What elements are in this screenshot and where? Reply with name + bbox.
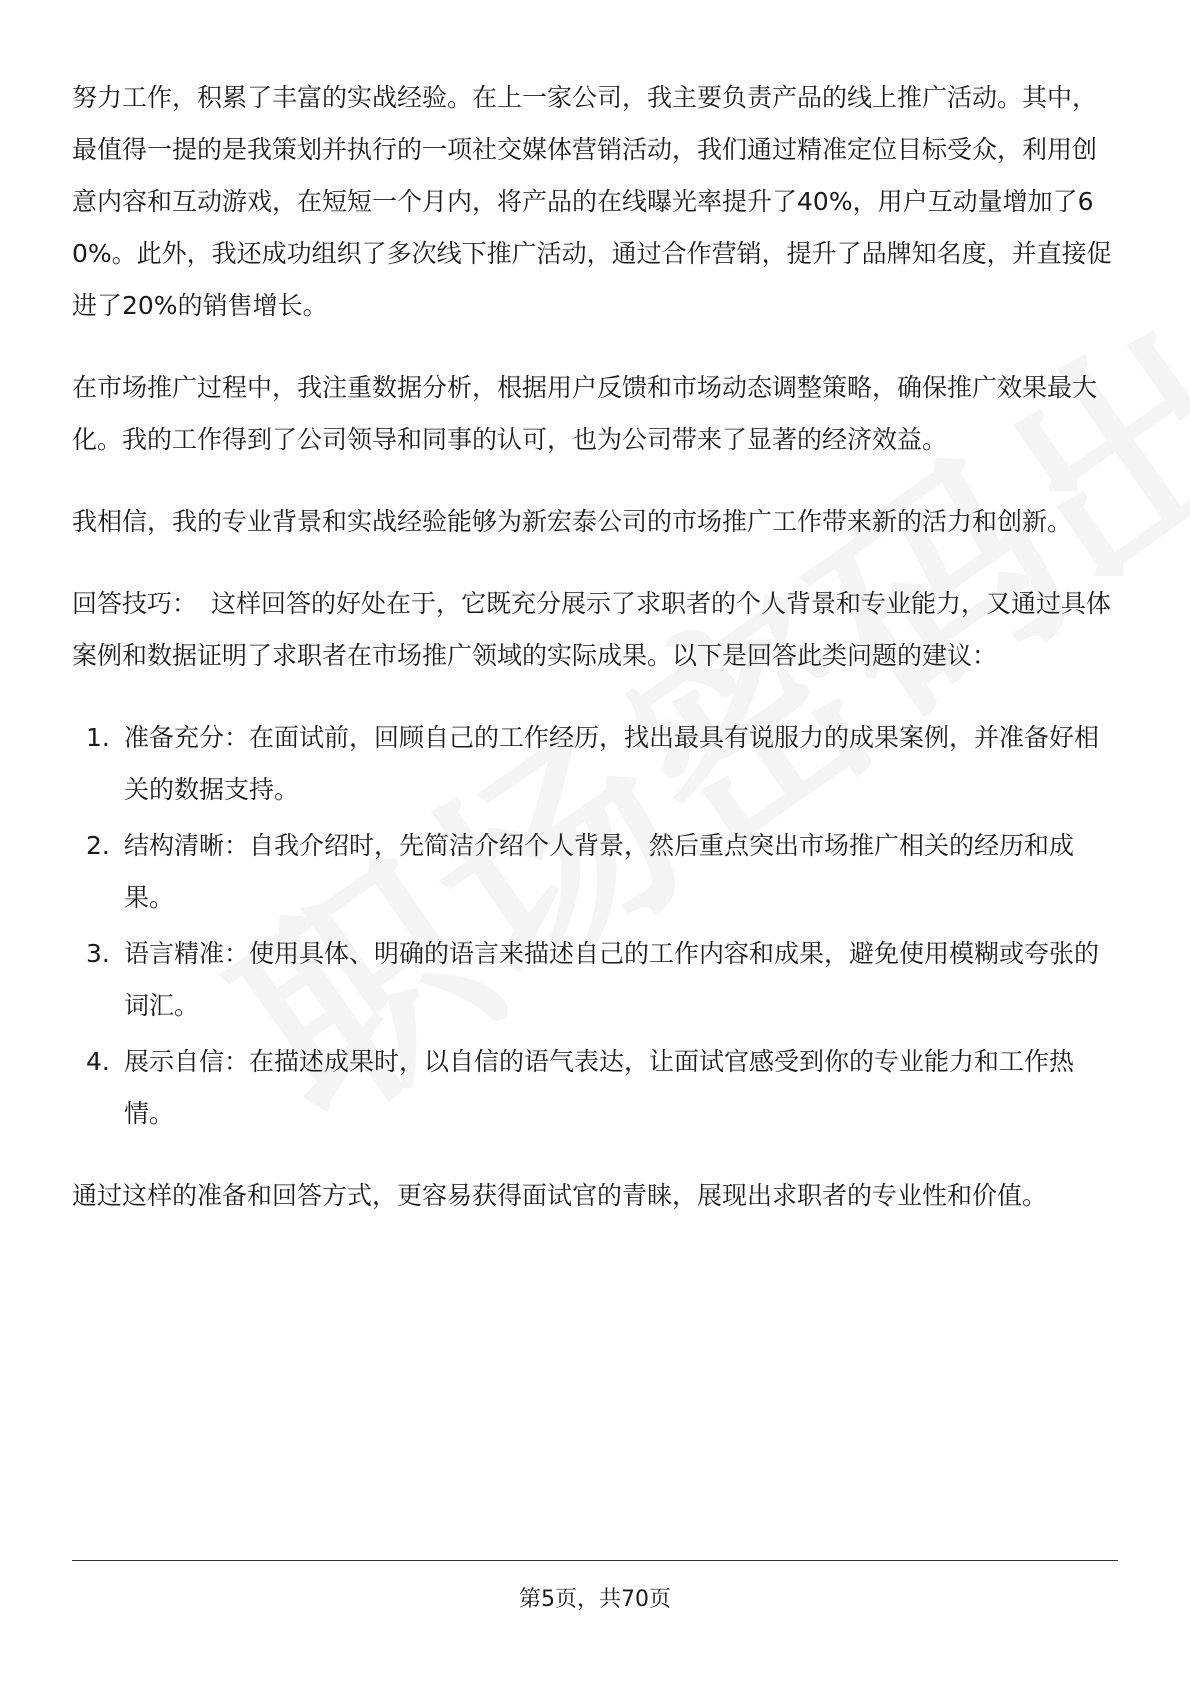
- paragraph-experience: 努力工作，积累了丰富的实战经验。在上一家公司，我主要负责产品的线上推广活动。其中，最值得一提的是我策划并执行的一项社交媒体营销活动，我们通过精准定位目标受众，利用创意内容和互动游戏，在短短一个月内，将产品的在线曝光率提升了40%，用户互动量增加了60%。此外，我还成功组织了多次线下推广活动，通过合作营销，提升了品牌知名度，并直接促进了20%的销售增长。: [72, 83, 1112, 320]
- suggestion-list: [72, 712, 1118, 1140]
- list-item: [72, 1036, 1118, 1140]
- page-content: [72, 72, 1118, 1252]
- page-number: 第5页，共70页: [519, 1587, 671, 1612]
- list-item: [72, 820, 1118, 924]
- list-item-number: 3.: [86, 939, 110, 968]
- list-item-number: 1.: [86, 723, 110, 752]
- list-item-number: 4.: [86, 1047, 110, 1076]
- answer-tips-label: 回答技巧：: [72, 589, 198, 618]
- answer-tips-text: 这样回答的好处在于，它既充分展示了求职者的个人背景和专业能力，又通过具体案例和数据证明了求职者在市场推广领域的实际成果。以下是回答此类问题的建议：: [72, 589, 1111, 670]
- list-item-text: 准备充分：在面试前，回顾自己的工作经历，找出最具有说服力的成果案例，并准备好相关的数据支持。: [124, 723, 1100, 804]
- list-item-text: 展示自信：在描述成果时，以自信的语气表达，让面试官感受到你的专业能力和工作热情。: [124, 1047, 1075, 1128]
- list-item-text: 语言精准：使用具体、明确的语言来描述自己的工作内容和成果，避免使用模糊或夸张的词汇。: [124, 939, 1100, 1020]
- footer-divider: [72, 1560, 1118, 1561]
- paragraph-belief: 我相信，我的专业背景和实战经验能够为新宏泰公司的市场推广工作带来新的活力和创新。: [72, 507, 1073, 536]
- list-item-number: 2.: [86, 831, 110, 860]
- list-item: [72, 712, 1118, 816]
- list-item-text: 结构清晰：自我介绍时，先简洁介绍个人背景，然后重点突出市场推广相关的经历和成果。: [124, 831, 1075, 912]
- list-item: [72, 928, 1118, 1032]
- paragraph-closing: 通过这样的准备和回答方式，更容易获得面试官的青睐，展现出求职者的专业性和价值。: [72, 1181, 1048, 1210]
- answer-tips-paragraph: [72, 578, 1118, 682]
- paragraph-data-analysis: 在市场推广过程中，我注重数据分析，根据用户反馈和市场动态调整策略，确保推广效果最大化。我的工作得到了公司领导和同事的认可，也为公司带来了显著的经济效益。: [72, 373, 1098, 454]
